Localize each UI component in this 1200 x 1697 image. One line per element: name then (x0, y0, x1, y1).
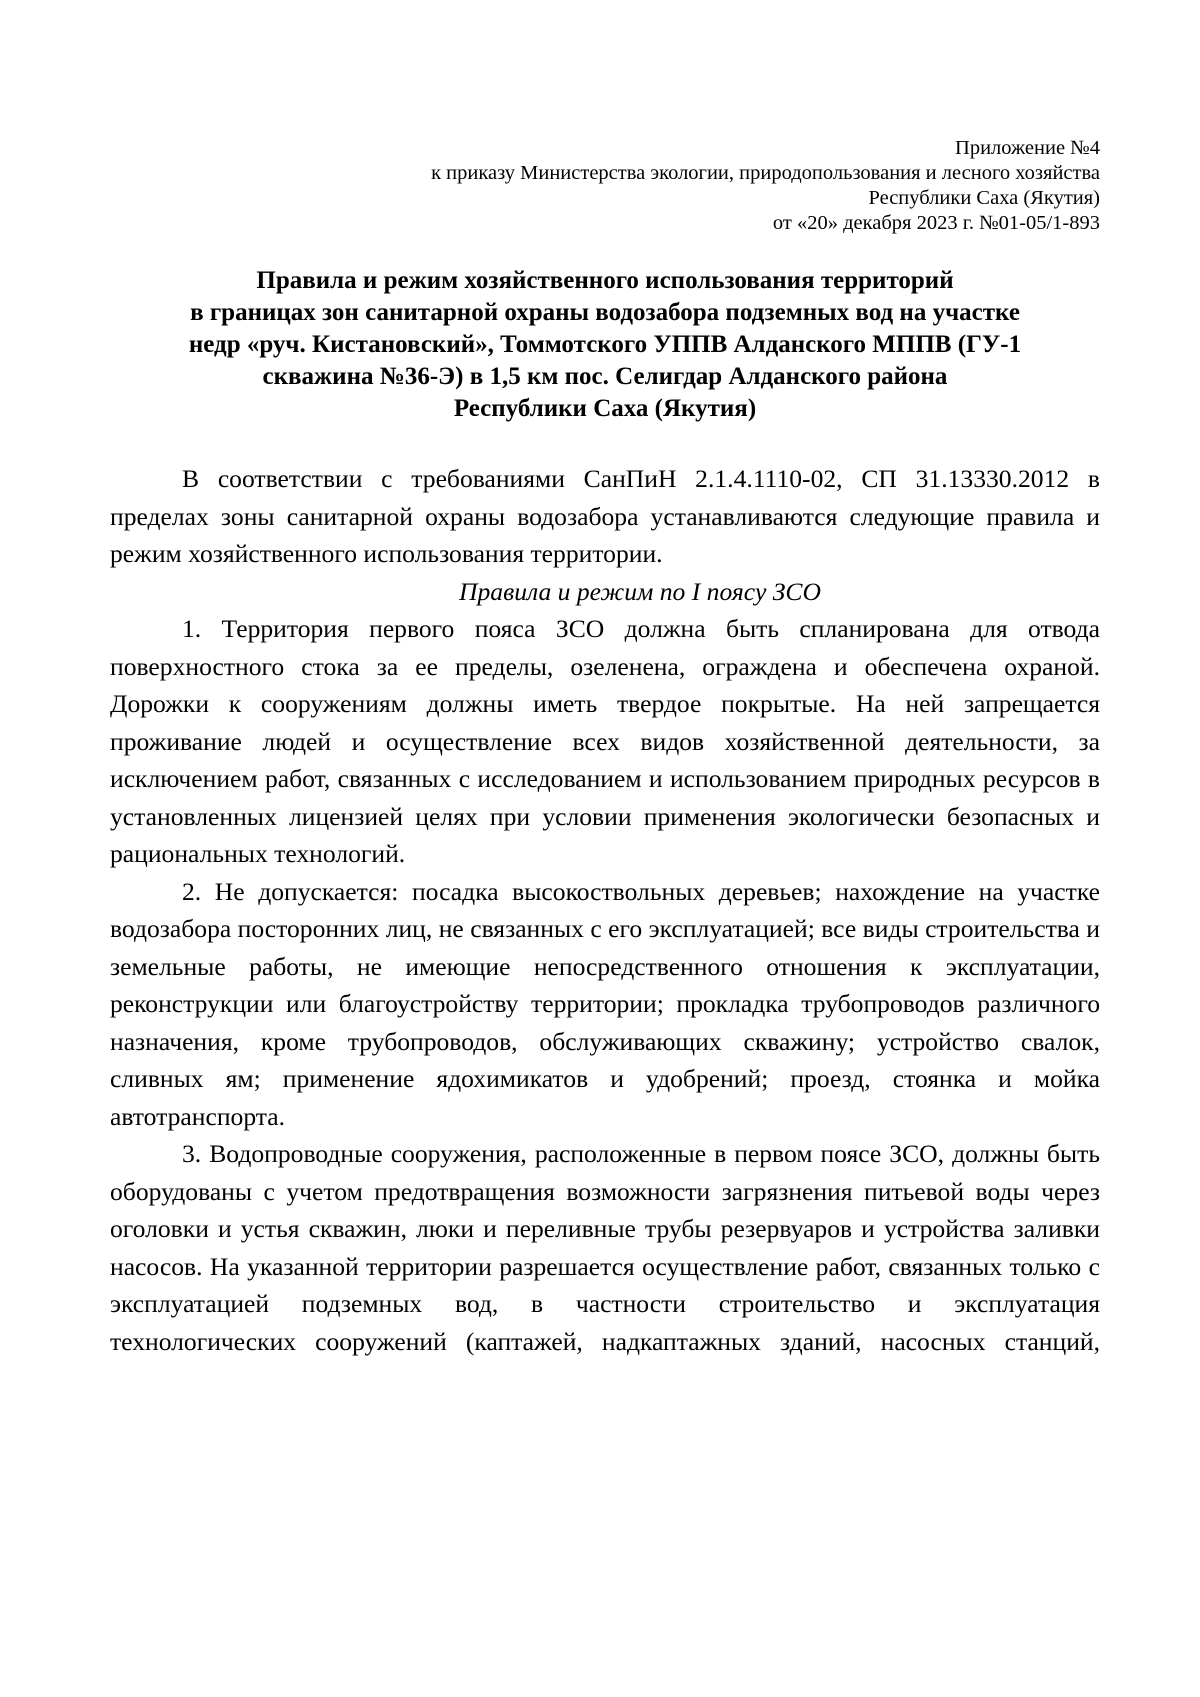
appendix-republic: Республики Саха (Якутия) (868, 187, 1100, 209)
section-heading: Правила и режим по I поясу ЗСО (459, 576, 821, 606)
paragraph-1: 1. Территория первого пояса ЗСО должна быть спланирована для отвода поверхностного стока за ее пределы, озеленена, ограждена и обеспечена охраной. Дорожки к сооружениям должны иметь твердое покрытые. На ней запрещается проживание людей и осуществление всех видов хозяйственной деятельности, за исключением работ, связанных с исследованием и использованием природных ресурсов в установленных лицензией целях при условии применения экологически безопасных и рациональных технологий. (110, 614, 1100, 868)
title-line-4: скважина №36-Э) в 1,5 км пос. Селигдар Алданского района (262, 363, 948, 390)
title-line-3: недр «руч. Кистановский», Томмотского УППВ Алданского МППВ (ГУ-1 (188, 331, 1022, 358)
appendix-order-reference: к приказу Министерства экологии, природопользования и лесного хозяйства (431, 162, 1100, 184)
document-page (110, 136, 1100, 1360)
title-line-5: Республики Саха (Якутия) (453, 395, 757, 422)
intro-paragraph: В соответствии с требованиями СанПиН 2.1.4.1110-02, СП 31.13330.2012 в пределах зоны санитарной охраны водозабора устанавливаются следующие правила и режим хозяйственного использования территории. (110, 464, 1100, 568)
paragraph-3: 3. Водопроводные сооружения, расположенные в первом поясе ЗСО, должны быть оборудованы с учетом предотвращения возможности загрязнения питьевой воды через оголовки и устья скважин, люки и переливные трубы резервуаров и устройства заливки насосов. На указанной территории разрешается осуществление работ, связанных только с эксплуатацией подземных вод, в частности строительство и эксплуатация технологических сооружений (каптажей, надкаптажных зданий, насосных станций, (110, 1139, 1100, 1356)
appendix-order-date: от «20» декабря 2023 г. №01-05/1-893 (772, 212, 1100, 234)
appendix-number: Приложение №4 (955, 137, 1100, 159)
title-line-2: в границах зон санитарной охраны водозабора подземных вод на участке (190, 299, 1020, 326)
document-title (110, 265, 1100, 425)
title-line-1: Правила и режим хозяйственного использования территорий (256, 267, 954, 294)
appendix-header (110, 136, 1100, 236)
paragraph-2: 2. Не допускается: посадка высокоствольных деревьев; нахождение на участке водозабора посторонних лиц, не связанных с его эксплуатацией; все виды строительства и земельные работы, не имеющие непосредственного отношения к эксплуатации, реконструкции или благоустройству территории; прокладка трубопроводов различного назначения, кроме трубопроводов, обслуживающих скважину; устройство свалок, сливных ям; применение ядохимикатов и удобрений; проезд, стоянка и мойка автотранспорта. (110, 876, 1100, 1131)
